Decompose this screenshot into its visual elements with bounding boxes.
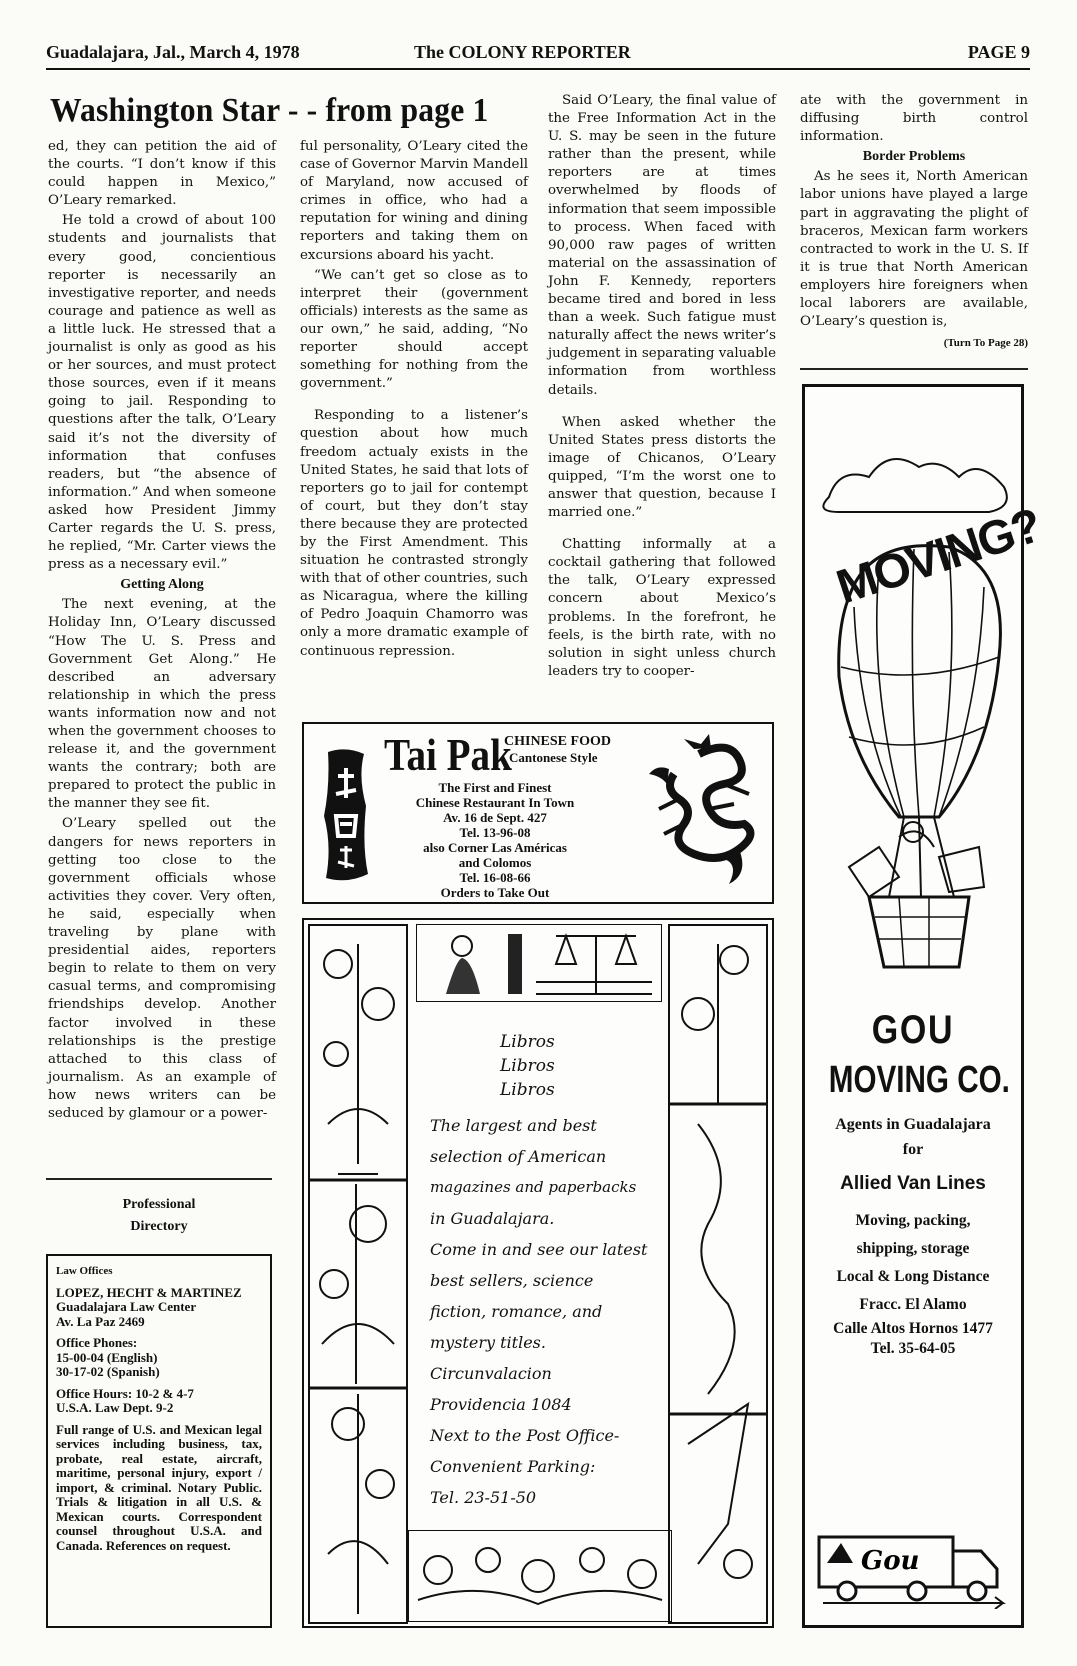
headline: Washington Star - - from page 1	[50, 92, 489, 129]
law-office-listing	[46, 1254, 272, 1628]
paragraph: ate with the government in diffusing birth control information.	[800, 93, 1028, 145]
take-out: Orders to Take Out	[440, 885, 550, 900]
directory-title-line-1: Professional	[122, 1197, 196, 1212]
directory-rule	[46, 1178, 272, 1180]
libros-copy-1: The largest and best	[430, 1116, 597, 1135]
address-2a: also Corner Las Américas	[423, 840, 567, 855]
agents-line: Agents in Guadalajara	[835, 1116, 991, 1133]
tai-pak-details	[380, 780, 610, 900]
paragraph: The next evening, at the Holiday Inn, O’Leary discussed “How The U. S. Press and Government Get Along.” He described an adversary relationship in which the press wants information now and not when the government chooses to release it, and the government wants the contrary; both are prepared to protect the public in the manner they see fit.	[48, 597, 276, 812]
floral-border-bottom-icon	[408, 1530, 672, 1622]
paragraph: O’Leary spelled out the dangers for news reporters in getting too close to the government officials whose activities they cover. Very often, he said, especially when traveling by plane with presidential aides, reporters begin to relate to them on very casual terms, and compromising friendships develop. Another factor involved in these relationships is the prestige attached to this class of journalism. As an example of how news writers can be seduced by glamour or a power-	[48, 816, 276, 1121]
balloon-moving-text: MOVING?	[830, 499, 1047, 615]
article-column-1	[48, 138, 276, 1125]
address-2: Calle Altos Hornos 1477	[833, 1320, 993, 1337]
libros-line-2: Libros	[500, 1056, 555, 1076]
libros-copy-3: magazines and paperbacks	[430, 1178, 637, 1196]
gou-moving-ad	[802, 384, 1047, 1628]
brand-name: GOU	[871, 1008, 955, 1052]
directory-title	[46, 1194, 272, 1238]
libros-copy-9: Circunvalacion	[430, 1364, 552, 1383]
masthead-rule	[46, 68, 1030, 70]
floral-border-left-icon	[308, 924, 408, 1624]
paragraph: ful personality, O’Leary cited the case of Governor Marvin Mandell of Maryland, now accused of crimes in office, who had a reputation for wining and dining reporters and taking them on excursions aboard his yacht.	[300, 139, 529, 263]
dragon-icon	[639, 734, 764, 894]
cantonese-style-label: Cantonese Style	[509, 750, 598, 765]
restaurant-name: Tai Pak	[384, 729, 512, 780]
phone-english: 15-00-04 (English)	[56, 1349, 158, 1365]
service-1: Moving, packing,	[855, 1212, 971, 1229]
address-1: Fracc. El Alamo	[859, 1296, 967, 1313]
tai-pak-ad	[302, 722, 774, 904]
subhead-getting-along: Getting Along	[120, 577, 204, 593]
libros-copy-10: Providencia 1084	[430, 1395, 572, 1414]
libros-copy-13: Tel. 23-51-50	[430, 1488, 537, 1507]
turn-to-page: (Turn To Page 28)	[943, 337, 1028, 350]
chinese-food-label: CHINESE FOOD	[504, 734, 611, 749]
phones-label: Office Phones:	[56, 1335, 138, 1350]
paragraph: Said O’Leary, the final value of the Free Information Act in the U. S. may be seen in the future rather than the present, while reporters are at times overwhelmed by floods of information that seem impossible to process. When faced with 90,000 raw pages of written material on the assassination of John F. Kennedy, reporters became tired and bored in less than a week. Such fatigue must naturally affect the news writer’s judgement in separating valuable information from worthless details.	[548, 93, 776, 398]
paragraph: Responding to a listener’s question about how much freedom actualy exists in the United States, he said that lots of reporters go to jail for contempt of court, but they don’t stay there because they are protected by the First Amendment. This situation he contrasted strongly with that of other countries, such as Nicaragua, where the killing of Pedro Joaquin Chamorro was only a more dramatic example of continuous repression.	[300, 408, 528, 659]
listing-heading: Law Offices	[56, 1265, 113, 1277]
moving-truck-icon	[813, 1517, 1013, 1609]
subhead-border-problems: Border Problems	[862, 149, 966, 165]
libros-copy-2: selection of American	[430, 1147, 607, 1166]
tel-2: Tel. 16-08-66	[459, 870, 531, 885]
libros-copy-8: mystery titles.	[430, 1333, 546, 1352]
floral-border-right-icon	[668, 924, 768, 1624]
tel-1: Tel. 13-96-08	[459, 825, 531, 840]
phone-spanish: 30-17-02 (Spanish)	[56, 1364, 160, 1379]
paragraph: He told a crowd of about 100 students and journalists that every good, concientious reporter is necessarily an investigative reporter, and needs courage and patience as well as a little luck. He stressed that a journalist is only as good as his or her sources, and must protect those sources, even if it means going to jail. Responding to questions after the talk, O’Leary said it’s not the diversity of information that confuses readers, but “the absence of information.” And when someone asked how President Jimmy Carter regards the U. S. press, he replied, “Mr. Carter views the press as a necessary evil.”	[48, 213, 276, 573]
masthead	[46, 40, 1030, 66]
paragraph: As he sees it, North American labor unions have played a large part in aggravating the plight of braceros, Mexican farm workers contracted to work in the U. S. If it is true that North American employers hire foreigners when local laborers are available, O’Leary’s question is,	[800, 169, 1028, 330]
paragraph: “We can’t get so close as to interpret their (government officials) interests as the same as our own,” he said, adding, “No reporter should accept something for nothing from the government.”	[300, 267, 528, 392]
tagline-2: Chinese Restaurant In Town	[415, 795, 575, 810]
tagline-1: The First and Finest	[438, 780, 552, 795]
allied-van-lines: Allied Van Lines	[840, 1173, 986, 1194]
paragraph: Chatting informally at a cocktail gathering that followed the talk, O’Leary expressed concern about Mexico’s problems. In the forefront, he feels, is the birth rate, with no solution in sight unless church leaders try to cooper-	[548, 537, 776, 679]
paragraph: When asked whether the United States press distorts the image of Chicanos, O’Leary quipped, “I’m the worst one to answer that question, because I married one.”	[548, 414, 776, 521]
libros-line-1: Libros	[500, 1032, 555, 1052]
libros-copy-4: in Guadalajara.	[430, 1209, 555, 1228]
libros-copy-7: fiction, romance, and	[430, 1302, 603, 1321]
libros-copy-12: Convenient Parking:	[430, 1457, 596, 1476]
libros-copy-11: Next to the Post Office-	[430, 1426, 620, 1445]
libros-text	[430, 1030, 660, 1513]
article-column-4	[800, 92, 1028, 352]
address-2b: and Colomos	[458, 855, 532, 870]
services-description: Full range of U.S. and Mexican legal services including business, tax, probate, real estate, aircraft, maritime, personal injury, export / import, & criminal. Notary Public. Trials & litigation in all U.S. & Mexican courts. Correspondent counsel throughout U.S.A. and Canada. References on request.	[56, 1421, 262, 1553]
firm-name: LOPEZ, HECHT & MARTINEZ	[56, 1284, 242, 1300]
libros-bookstore-ad	[302, 918, 774, 1628]
address-1: Av. 16 de Sept. 427	[443, 810, 547, 825]
libros-copy-6: best sellers, science	[430, 1271, 594, 1290]
column-4-rule	[800, 368, 1028, 370]
directory-title-line-2: Directory	[130, 1219, 188, 1234]
law-dept-hours: U.S.A. Law Dept. 9-2	[56, 1400, 174, 1415]
service-2: shipping, storage	[856, 1240, 970, 1257]
address: Av. La Paz 2469	[56, 1313, 145, 1329]
paper-name: The COLONY REPORTER	[414, 42, 631, 62]
scales-illustration-icon	[416, 924, 662, 1002]
truck-brand-text: Gou	[861, 1546, 920, 1576]
article-column-3	[548, 92, 776, 683]
article-column-2	[300, 138, 528, 663]
libros-line-3: Libros	[500, 1080, 555, 1100]
service-3: Local & Long Distance	[836, 1268, 990, 1285]
telephone: Tel. 35-64-05	[870, 1340, 956, 1357]
paragraph: ed, they can petition the aid of the courts. “I don’t know if this could happen in Mexico,” O’Leary remarked.	[48, 139, 276, 209]
company-name: MOVING CO.	[828, 1059, 1010, 1101]
page-number: PAGE 9	[967, 42, 1030, 62]
moving-company-info	[805, 1005, 1021, 1359]
dateline: Guadalajara, Jal., March 4, 1978	[46, 42, 300, 62]
for-line: for	[902, 1141, 924, 1158]
hot-air-balloon-icon	[809, 427, 1047, 987]
office-hours: Office Hours: 10-2 & 4-7	[56, 1385, 194, 1401]
law-center: Guadalajara Law Center	[56, 1299, 197, 1314]
libros-copy-5: Come in and see our latest	[430, 1240, 648, 1259]
chinese-scroll-icon	[318, 746, 374, 886]
